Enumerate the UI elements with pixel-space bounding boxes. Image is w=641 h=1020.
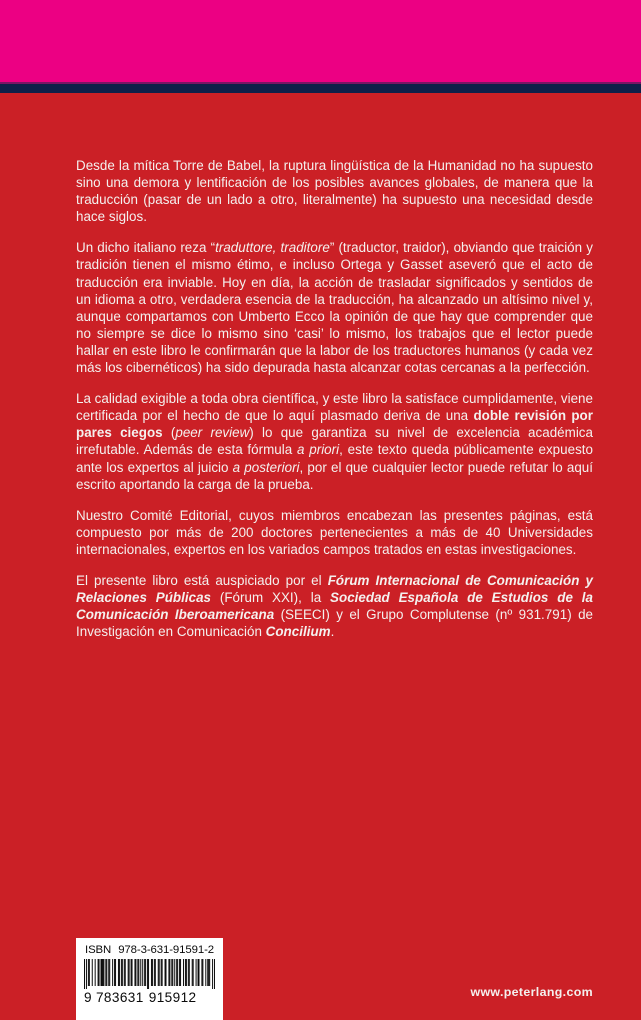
blurb-paragraph-2 bbox=[76, 239, 593, 376]
blurb-p5-concilium: Concilium bbox=[265, 624, 331, 640]
blurb-p3-text-a: La calidad exigible a toda obra científica, y este libro la satisface cumplidamente, viene certificada por el hecho de que lo aquí plasmado deriva de una bbox=[76, 391, 593, 424]
blurb-p2-text-a: Un dicho italiano reza “ bbox=[76, 240, 216, 256]
ean13-digits-line bbox=[84, 990, 215, 1005]
blurb-p3-italic-a-posteriori: a posteriori bbox=[232, 459, 300, 475]
blurb-paragraph-4 bbox=[76, 507, 593, 558]
blurb-paragraph-1 bbox=[76, 157, 593, 225]
blurb-p5-text-d: . bbox=[330, 624, 335, 640]
blurb-p5-text-c: (SEECI) y el Grupo Complutense (nº 931.791) de Investigación en Comunicación bbox=[76, 607, 594, 640]
blurb-p3-text-c: ) lo que garantiza su nivel de excelencia académica irrefutable. Además de esta fórmula bbox=[76, 425, 593, 458]
blurb-p3-text-b: ( bbox=[162, 425, 176, 441]
isbn-text-line bbox=[85, 944, 215, 956]
isbn-barcode-block bbox=[76, 938, 223, 1020]
blurb-p3-bold-peer-review-phrase: doble revisión por pares ciegos bbox=[76, 408, 593, 441]
navy-divider-band bbox=[0, 84, 641, 93]
ean-right-group: 915912 bbox=[148, 990, 197, 1005]
blurb-p3-text-d: , este texto queda públicamente expuesto ante los expertos al juicio bbox=[76, 442, 593, 475]
blurb-paragraph-3 bbox=[76, 390, 593, 493]
ean13-barcode-graphic bbox=[84, 959, 215, 989]
isbn-label: ISBN bbox=[85, 944, 112, 956]
blurb-p5-text-b: (Fórum XXI), la bbox=[211, 590, 331, 606]
blurb-p4-text: Nuestro Comité Editorial, cuyos miembros encabezan las presentes páginas, está compuesto por más de 200 doctores pertenecientes a más de 40 Universidades internacionales, expertos en los variados campos tratados en estas investigaciones. bbox=[76, 507, 593, 557]
back-cover-blurb bbox=[76, 157, 593, 640]
blurb-p5-text-a: El presente libro está auspiciado por el bbox=[76, 572, 328, 588]
blurb-p2-italic-traduttore: traduttore, traditore bbox=[215, 240, 330, 256]
blurb-p5-seeci-name: Sociedad Española de Estudios de la Comunicación Iberoamericana bbox=[76, 590, 593, 623]
blurb-p1-text: Desde la mítica Torre de Babel, la ruptura lingüística de la Humanidad no ha supuesto sino una demora y lentificación de los posibles avances globales, de manera que la traducción (pasar de un lado a otro, literalmente) ha supuesto una necesidad desde hace siglos. bbox=[76, 158, 593, 225]
ean-check-digit: 9 bbox=[84, 990, 92, 1005]
blurb-paragraph-5 bbox=[76, 572, 593, 640]
ean-left-group: 783631 bbox=[95, 990, 144, 1005]
blurb-p2-text-b: ” (traductor, traidor), obviando que traición y tradición tienen el mismo étimo, e incluso Ortega y Gasset aseveró que el acto de traducción era inviable. Hoy en día, la acción de trasladar significados y sentidos de un idioma a otro, verdadera esencia de la traducción, ha alcanzado un altísimo nivel y, aunque compartamos con Umberto Ecco la opinión de que hay que comprender que no siempre se dice lo mismo sino ‘casi’ lo mismo, los trabajos que el lector puede hallar en este libro le confirmarán que la labor de los traductores humanos (y cada vez más los cibernéticos) ha sido depurada hasta alcanzar cotas cercanas a la perfección. bbox=[76, 240, 593, 376]
isbn-number: 978-3-631-91591-2 bbox=[118, 944, 215, 956]
blurb-p3-text-e: , por el que cualquier lector puede refutar lo aquí escrito aportando la carga de la prueba. bbox=[76, 459, 594, 492]
blurb-p5-forum-internacional: Fórum Internacional de Comunicación y Relaciones Públicas bbox=[76, 572, 593, 606]
blurb-p3-italic-a-priori: a priori bbox=[297, 442, 340, 458]
publisher-website-url[interactable]: www.peterlang.com bbox=[470, 985, 593, 999]
magenta-header-band bbox=[0, 0, 641, 82]
blurb-p3-italic-peer-review: peer review bbox=[175, 425, 250, 441]
